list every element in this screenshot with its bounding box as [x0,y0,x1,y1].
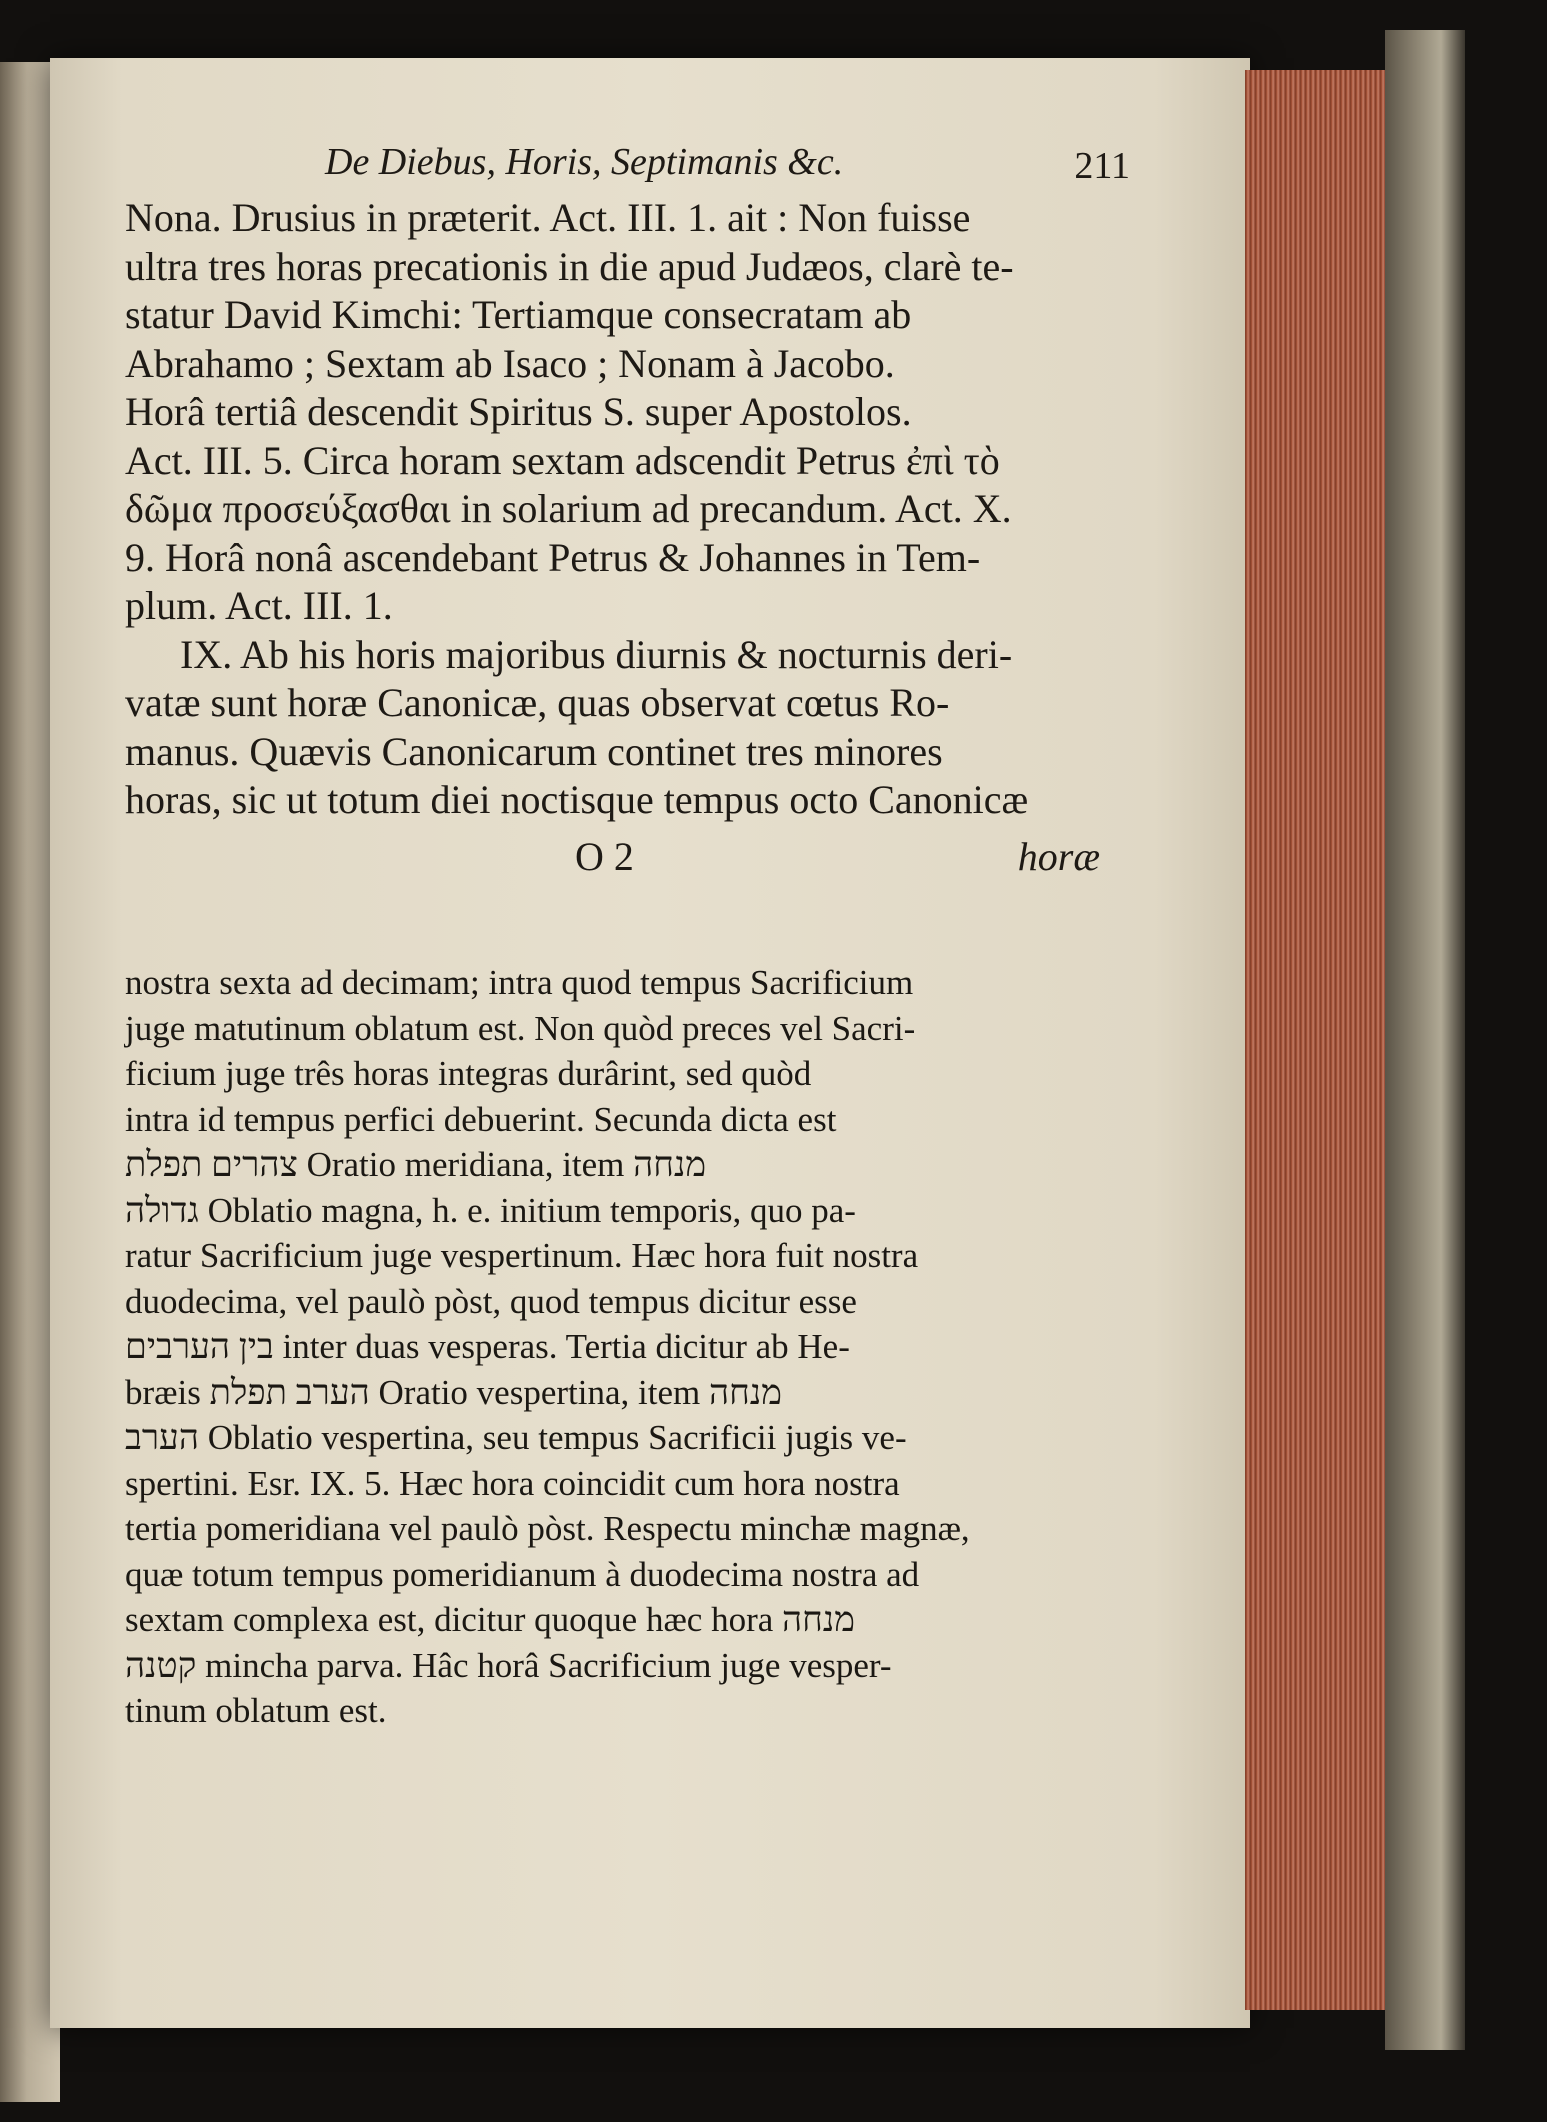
page-fore-edge [1245,70,1385,2010]
text-line: ultra tres horas precationis in die apud Judæos, clarè te- [125,243,1014,289]
slip-line-hebrew: צהרים תפלת Oratio meridiana, item מנחה [125,1145,707,1184]
text-line: statur David Kimchi: Tertiamque consecratam ab [125,292,912,337]
overlay-slip [125,960,1100,1810]
text-line: Nona. Drusius in præterit. Act. III. 1. ait : Non fuisse [125,195,971,240]
signature-mark: O 2 [575,833,634,879]
slip-line-hebrew: בין הערבים inter duas vesperas. Tertia dicitur ab He- [125,1327,850,1366]
slip-line-hebrew: sextam complexa est, dicitur quoque hæc hora מנחה [125,1600,856,1639]
slip-line: ratur Sacrificium juge vespertinum. Hæc hora fuit nostra [125,1236,919,1275]
text-line: manus. Quævis Canonicarum continet tres minores [125,728,943,774]
slip-line: quæ totum tempus pomeridianum à duodecima nostra ad [125,1554,920,1594]
slip-line-hebrew: הערב Oblatio vespertina, seu tempus Sacrificii jugis ve- [125,1418,907,1457]
text-line: Act. III. 5. Circa horam sextam adscendit Petrus ἐπὶ τὸ [125,437,1000,483]
page-number: 211 [1074,145,1130,187]
text-line: horas, sic ut totum diei noctisque tempus octo Canonicæ [125,777,1029,822]
page-header [125,140,1130,194]
slip-line-hebrew: גדולה Oblatio magna, h. e. initium temporis, quo pa- [125,1190,856,1230]
slip-line: duodecima, vel paulò pòst, quod tempus dicitur esse [125,1281,857,1321]
catchword: horæ [1017,833,1100,879]
text-line: δῶμα προσεύξασθαι in solarium ad precandum. Act. X. [125,486,1012,531]
text-line: 9. Horâ nonâ ascendebant Petrus & Johannes in Tem- [125,534,981,580]
running-head: De Diebus, Horis, Septimanis &c. [325,141,844,183]
paragraph-start: IX. Ab his horis majoribus diurnis & nocturnis deri- [180,631,1013,677]
slip-line: ficium juge três horas integras durârint, sed quòd [125,1054,812,1093]
slip-line-hebrew: bræis הערב תפלת Oratio vespertina, item מנחה [125,1372,782,1412]
slip-line: tinum oblatum est. [125,1691,387,1730]
text-line: plum. Act. III. 1. [125,583,393,628]
slip-line: spertini. Esr. IX. 5. Hæc hora coincidit cum hora nostra [125,1463,900,1503]
slip-line: tertia pomeridiana vel paulò pòst. Respectu minchæ magnæ, [125,1509,970,1548]
slip-line: juge matutinum oblatum est. Non quòd preces vel Sacri- [125,1008,916,1048]
text-line: Abrahamo ; Sextam ab Isaco ; Nonam à Jacobo. [125,340,895,386]
main-text [125,140,1130,885]
text-line: Horâ tertiâ descendit Spiritus S. super Apostolos. [125,389,912,434]
slip-line: intra id tempus perfici debuerint. Secunda dicta est [125,1099,837,1139]
slip-line: nostra sexta ad decimam; intra quod tempus Sacrificium [125,963,914,1002]
book-cover-edge [1385,30,1465,2050]
slip-line-hebrew: קטנה mincha parva. Hâc horâ Sacrificium juge vesper- [125,1645,892,1685]
text-line: vatæ sunt horæ Canonicæ, quas observat cœtus Ro- [125,680,950,725]
signature-line [125,825,1100,885]
